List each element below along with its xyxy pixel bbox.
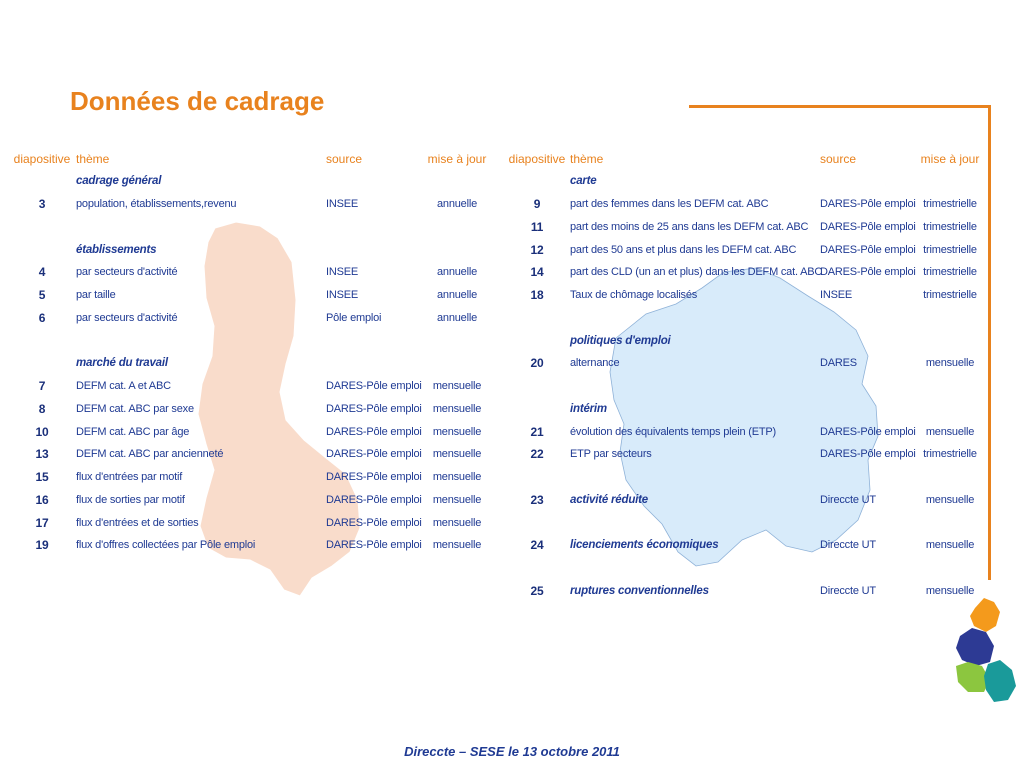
cell-theme — [570, 307, 820, 330]
table-section-row — [504, 170, 984, 193]
cell-theme — [570, 375, 820, 398]
cell-mise-a-jour: trimestrielle — [923, 289, 977, 302]
cell-theme: marché du travail — [76, 357, 168, 370]
header-diapositive: diapositive — [508, 152, 566, 166]
cell-theme: intérim — [570, 402, 607, 415]
cell-mise-a-jour: mensuelle — [432, 471, 482, 484]
cell-theme: par secteurs d'activité — [76, 311, 178, 324]
cell-source: DARES-Pôle emploi — [326, 380, 422, 393]
logo-piece-orange — [970, 598, 1000, 632]
cell-diapositive: 14 — [530, 265, 544, 280]
cell-source: DARES-Pôle emploi — [820, 198, 916, 211]
cell-mise-a-jour: mensuelle — [925, 493, 975, 506]
table-right — [504, 148, 984, 602]
cell-mise-a-jour — [916, 375, 984, 398]
cell-mise-a-jour: trimestrielle — [923, 220, 977, 233]
table-row — [8, 489, 488, 512]
cell-diapositive — [504, 170, 570, 193]
cell-source — [820, 329, 916, 352]
table-row — [8, 193, 488, 216]
cell-diapositive: 6 — [38, 310, 46, 325]
cell-theme: part des femmes dans les DEFM cat. ABC — [570, 198, 769, 211]
cell-mise-a-jour: annuelle — [437, 198, 477, 211]
cell-source: Direccte UT — [820, 539, 876, 552]
cell-theme: cadrage général — [76, 175, 162, 188]
cell-diapositive: 24 — [530, 538, 544, 553]
table-row — [8, 466, 488, 489]
cell-diapositive: 16 — [35, 492, 49, 507]
cell-theme: établissements — [76, 243, 157, 256]
header-mise-a-jour: mise à jour — [920, 152, 980, 166]
cell-source: DARES-Pôle emploi — [820, 448, 916, 461]
table-spacer-row — [504, 375, 984, 398]
cell-diapositive — [8, 329, 76, 352]
table-row — [504, 216, 984, 239]
cell-mise-a-jour — [426, 352, 488, 375]
cell-mise-a-jour: mensuelle — [432, 380, 482, 393]
cell-mise-a-jour: mensuelle — [432, 493, 482, 506]
cell-theme: flux d'entrées par motif — [76, 471, 183, 484]
cell-source — [820, 557, 916, 580]
frame-line-top — [689, 105, 991, 108]
cell-theme: ruptures conventionnelles — [570, 584, 709, 597]
cell-theme — [570, 511, 820, 534]
cell-theme: flux de sorties par motif — [76, 493, 185, 506]
table-section-row — [8, 352, 488, 375]
table-section-row — [504, 398, 984, 421]
cell-mise-a-jour — [426, 238, 488, 261]
cell-theme: Taux de chômage localisés — [570, 289, 698, 302]
cell-diapositive: 10 — [35, 424, 49, 439]
cell-diapositive: 3 — [38, 197, 46, 212]
table-spacer-row — [8, 216, 488, 239]
cell-source: DARES — [820, 357, 857, 370]
footer-text: Direccte – SESE le 13 octobre 2011 — [404, 744, 620, 759]
table-left — [8, 148, 488, 557]
table-row — [8, 398, 488, 421]
cell-mise-a-jour: annuelle — [437, 266, 477, 279]
cell-theme: ETP par secteurs — [570, 448, 652, 461]
region-logo — [956, 598, 1016, 702]
cell-theme: évolution des équivalents temps plein (ETP) — [570, 425, 777, 438]
table-row — [8, 375, 488, 398]
table-row — [504, 193, 984, 216]
cell-mise-a-jour: trimestrielle — [923, 243, 977, 256]
cell-theme: par secteurs d'activité — [76, 266, 178, 279]
cell-source: DARES-Pôle emploi — [326, 539, 422, 552]
cell-diapositive: 12 — [530, 242, 544, 257]
cell-mise-a-jour: mensuelle — [925, 584, 975, 597]
cell-mise-a-jour: annuelle — [437, 311, 477, 324]
cell-diapositive — [8, 170, 76, 193]
table-section-row — [504, 329, 984, 352]
table-row — [8, 443, 488, 466]
table-section-row — [8, 238, 488, 261]
cell-diapositive — [504, 466, 570, 489]
cell-mise-a-jour — [916, 170, 984, 193]
cell-diapositive: 11 — [530, 219, 544, 234]
cell-theme — [570, 557, 820, 580]
cell-diapositive: 7 — [38, 379, 46, 394]
cell-source: Pôle emploi — [326, 311, 382, 324]
cell-source — [820, 511, 916, 534]
table-row — [504, 261, 984, 284]
cell-theme: politiques d'emploi — [570, 334, 671, 347]
cell-mise-a-jour: mensuelle — [432, 402, 482, 415]
header-source: source — [326, 152, 363, 166]
cell-diapositive: 18 — [530, 288, 544, 303]
cell-diapositive: 23 — [530, 492, 544, 507]
table-section-row — [8, 170, 488, 193]
table-row — [504, 352, 984, 375]
cell-theme: carte — [570, 175, 597, 188]
cell-mise-a-jour: mensuelle — [925, 539, 975, 552]
cell-theme: flux d'offres collectées par Pôle emploi — [76, 539, 256, 552]
table-spacer-row — [504, 511, 984, 534]
cell-source — [820, 170, 916, 193]
cell-theme: part des moins de 25 ans dans les DEFM cat. ABC — [570, 220, 809, 233]
header-theme: thème — [76, 152, 110, 166]
cell-diapositive: 4 — [38, 265, 46, 280]
cell-diapositive: 15 — [35, 470, 49, 485]
cell-mise-a-jour: mensuelle — [925, 357, 975, 370]
cell-theme: part des CLD (un an et plus) dans les DEFM cat. ABC — [570, 266, 823, 279]
cell-diapositive — [504, 398, 570, 421]
cell-theme: par taille — [76, 289, 116, 302]
table-row — [8, 307, 488, 330]
cell-source — [820, 307, 916, 330]
cell-source: DARES-Pôle emploi — [326, 493, 422, 506]
table-row — [8, 420, 488, 443]
cell-source — [326, 170, 426, 193]
cell-diapositive: 25 — [530, 583, 544, 598]
table-row — [504, 443, 984, 466]
cell-mise-a-jour: mensuelle — [432, 425, 482, 438]
cell-diapositive: 9 — [533, 197, 541, 212]
table-row — [504, 534, 984, 557]
cell-diapositive — [8, 238, 76, 261]
frame-line-right — [988, 105, 991, 580]
table-spacer-row — [504, 466, 984, 489]
cell-diapositive — [504, 329, 570, 352]
cell-source — [326, 352, 426, 375]
cell-mise-a-jour — [426, 170, 488, 193]
cell-mise-a-jour: mensuelle — [432, 539, 482, 552]
cell-theme — [76, 329, 326, 352]
cell-diapositive: 13 — [35, 447, 49, 462]
cell-theme: DEFM cat. ABC par sexe — [76, 402, 194, 415]
table-row — [504, 238, 984, 261]
cell-source: INSEE — [326, 266, 359, 279]
cell-source — [820, 375, 916, 398]
cell-source — [820, 398, 916, 421]
cell-theme: DEFM cat. A et ABC — [76, 380, 171, 393]
cell-source — [326, 238, 426, 261]
cell-source — [326, 329, 426, 352]
table-spacer-row — [504, 307, 984, 330]
cell-diapositive — [504, 307, 570, 330]
table-row — [8, 511, 488, 534]
cell-theme: DEFM cat. ABC par âge — [76, 425, 190, 438]
cell-mise-a-jour: trimestrielle — [923, 266, 977, 279]
cell-mise-a-jour: trimestrielle — [923, 448, 977, 461]
table-spacer-row — [8, 329, 488, 352]
cell-mise-a-jour — [916, 511, 984, 534]
cell-diapositive: 8 — [38, 401, 46, 416]
cell-source: DARES-Pôle emploi — [326, 402, 422, 415]
table-row — [8, 534, 488, 557]
table-header-row — [504, 148, 984, 170]
cell-source: DARES-Pôle emploi — [820, 220, 916, 233]
cell-source: DARES-Pôle emploi — [820, 243, 916, 256]
table-row — [504, 580, 984, 603]
cell-mise-a-jour: mensuelle — [925, 425, 975, 438]
cell-diapositive: 17 — [35, 515, 49, 530]
cell-mise-a-jour — [916, 466, 984, 489]
cell-mise-a-jour — [426, 329, 488, 352]
cell-source: INSEE — [326, 289, 359, 302]
logo-piece-teal — [984, 660, 1016, 702]
cell-theme: part des 50 ans et plus dans les DEFM cat. ABC — [570, 243, 797, 256]
cell-source: DARES-Pôle emploi — [820, 266, 916, 279]
cell-mise-a-jour — [916, 398, 984, 421]
cell-mise-a-jour — [916, 307, 984, 330]
cell-source: Direccte UT — [820, 584, 876, 597]
cell-source: DARES-Pôle emploi — [820, 425, 916, 438]
cell-diapositive — [504, 375, 570, 398]
cell-theme: flux d'entrées et de sorties — [76, 516, 199, 529]
cell-diapositive: 22 — [530, 447, 544, 462]
cell-source: DARES-Pôle emploi — [326, 425, 422, 438]
cell-mise-a-jour — [426, 216, 488, 239]
cell-mise-a-jour: mensuelle — [432, 516, 482, 529]
cell-theme: population, établissements,revenu — [76, 198, 237, 211]
cell-theme: alternance — [570, 357, 620, 370]
header-theme: thème — [570, 152, 604, 166]
cell-source — [820, 466, 916, 489]
cell-source: DARES-Pôle emploi — [326, 448, 422, 461]
table-row — [8, 261, 488, 284]
cell-diapositive: 20 — [530, 356, 544, 371]
cell-source: INSEE — [820, 289, 853, 302]
table-header-row — [8, 148, 488, 170]
cell-theme: DEFM cat. ABC par ancienneté — [76, 448, 224, 461]
cell-diapositive — [504, 557, 570, 580]
table-row — [8, 284, 488, 307]
cell-diapositive — [8, 352, 76, 375]
table-row — [504, 284, 984, 307]
page-title: Données de cadrage — [70, 86, 325, 116]
cell-mise-a-jour — [916, 557, 984, 580]
header-source: source — [820, 152, 857, 166]
cell-theme — [570, 466, 820, 489]
cell-mise-a-jour: mensuelle — [432, 448, 482, 461]
cell-source: DARES-Pôle emploi — [326, 516, 422, 529]
cell-theme — [76, 216, 326, 239]
cell-diapositive: 5 — [38, 288, 46, 303]
cell-theme: activité réduite — [570, 493, 648, 506]
header-diapositive: diapositive — [13, 152, 71, 166]
cell-source — [326, 216, 426, 239]
table-spacer-row — [504, 557, 984, 580]
table-row — [504, 489, 984, 512]
cell-mise-a-jour: trimestrielle — [923, 198, 977, 211]
logo-piece-navy — [956, 628, 994, 666]
cell-source: DARES-Pôle emploi — [326, 471, 422, 484]
cell-source: Direccte UT — [820, 493, 876, 506]
cell-mise-a-jour: annuelle — [437, 289, 477, 302]
cell-diapositive: 19 — [35, 538, 49, 553]
header-mise-a-jour: mise à jour — [427, 152, 487, 166]
cell-diapositive: 21 — [530, 424, 544, 439]
cell-mise-a-jour — [916, 329, 984, 352]
table-row — [504, 420, 984, 443]
cell-diapositive — [8, 216, 76, 239]
cell-theme: licenciements économiques — [570, 539, 719, 552]
cell-source: INSEE — [326, 198, 359, 211]
cell-diapositive — [504, 511, 570, 534]
